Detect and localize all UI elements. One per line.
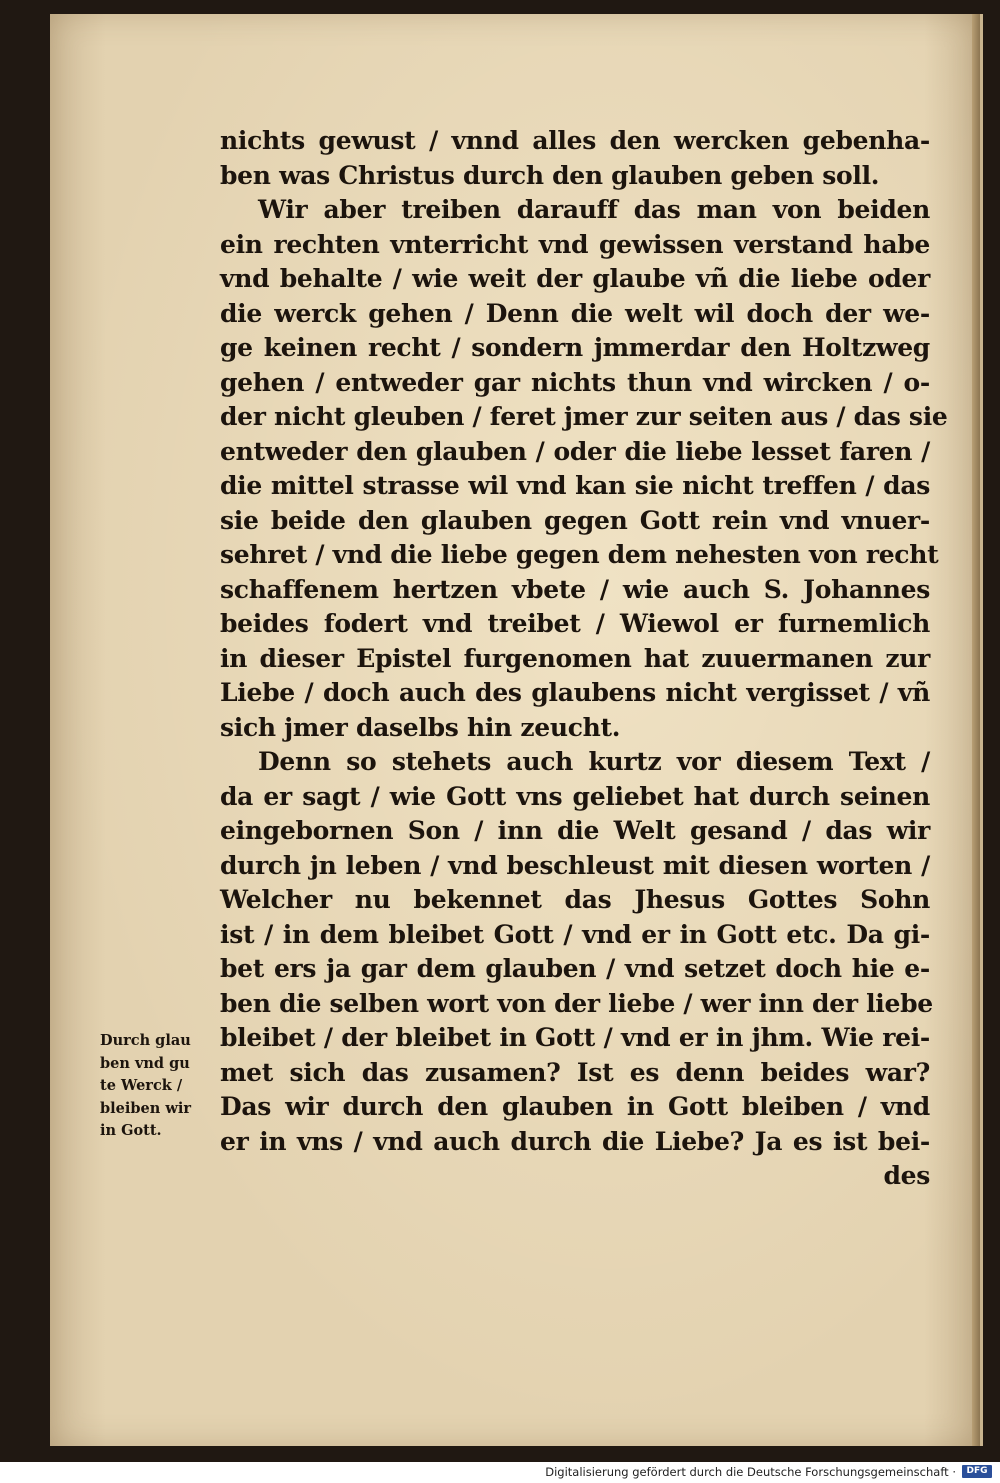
- text-line: die mittel strasse wil vnd kan sie nicht treffen / das: [220, 471, 930, 500]
- catchword: des: [883, 1161, 930, 1190]
- text-line: ben was Christus durch den glauben geben soll.: [220, 160, 880, 190]
- text-line: met sich das zusamen? Ist es denn beides war?: [220, 1057, 930, 1087]
- text-line: Das wir durch den glauben in Gott bleiben / vnd: [220, 1092, 930, 1121]
- margin-note-line: ben vnd gu: [100, 1054, 190, 1072]
- text-line: Welcher nu bekennet das Jhesus Gottes Sohn: [220, 885, 930, 914]
- text-line: ben die selben wort von der liebe / wer inn der liebe: [220, 988, 933, 1018]
- text-line: Liebe / doch auch des glaubens nicht vergisset / vñ: [220, 678, 930, 707]
- text-line: ist / in dem bleibet Gott / vnd er in Gott etc. Da gi-: [220, 919, 930, 949]
- text-line: schaffenem hertzen vbete / wie auch S. Johannes: [220, 574, 930, 604]
- text-line: bleibet / der bleibet in Gott / vnd er in jhm. Wie rei-: [220, 1023, 930, 1052]
- text-line: die werck gehen / Denn die welt wil doch der we-: [220, 298, 930, 328]
- text-line: beides fodert vnd treibet / Wiewol er furnemlich: [220, 609, 930, 638]
- text-line: eingebornen Son / inn die Welt gesand / das wir: [220, 816, 930, 845]
- text-line: da er sagt / wie Gott vns geliebet hat durch seinen: [220, 781, 930, 811]
- margin-note-line: te Werck /: [100, 1077, 183, 1094]
- text-line: ein rechten vnterricht vnd gewissen verstand habe: [220, 229, 930, 259]
- text-line: Wir aber treiben darauff das man von beiden: [258, 195, 930, 224]
- margin-note-line: bleiben wir: [100, 1099, 191, 1117]
- text-line: sie beide den glauben gegen Gott rein vnd vnuer-: [220, 505, 930, 535]
- text-line: sehret / vnd die liebe gegen dem nehesten von recht: [220, 540, 939, 569]
- page-edge: [972, 14, 980, 1446]
- footer-credit: Digitalisierung gefördert durch die Deutsche Forschungsgemeinschaft ·: [545, 1465, 956, 1479]
- text-line: durch jn leben / vnd beschleust mit diesen worten /: [220, 850, 930, 880]
- text-line: vnd behalte / wie weit der glaube vñ die liebe oder: [220, 264, 930, 293]
- margin-note-line: Durch glau: [100, 1032, 191, 1049]
- text-line: ge keinen recht / sondern jmmerdar den Holtzweg: [220, 333, 930, 362]
- text-line: gehen / entweder gar nichts thun vnd wircken / o-: [220, 367, 930, 397]
- margin-note-line: in Gott.: [100, 1122, 162, 1139]
- text-line: entweder den glauben / oder die liebe lesset faren /: [220, 436, 930, 466]
- text-line: der nicht gleuben / feret jmer zur seiten aus / das sie: [220, 402, 948, 431]
- dfg-logo: DFG: [962, 1465, 992, 1478]
- text-line: sich jmer daselbs hin zeucht.: [220, 712, 621, 742]
- text-line: bet ers ja gar dem glauben / vnd setzet doch hie e-: [220, 954, 930, 983]
- text-line: nichts gewust / vnnd alles den wercken gebenha-: [220, 126, 930, 155]
- margin-note: [100, 1030, 228, 1143]
- body-text: [220, 124, 948, 1194]
- text-line: er in vns / vnd auch durch die Liebe? Ja es ist bei-: [220, 1126, 930, 1156]
- text-line: Denn so stehets auch kurtz vor diesem Text /: [258, 747, 930, 776]
- text-line: in dieser Epistel furgenomen hat zuuermanen zur: [220, 643, 930, 673]
